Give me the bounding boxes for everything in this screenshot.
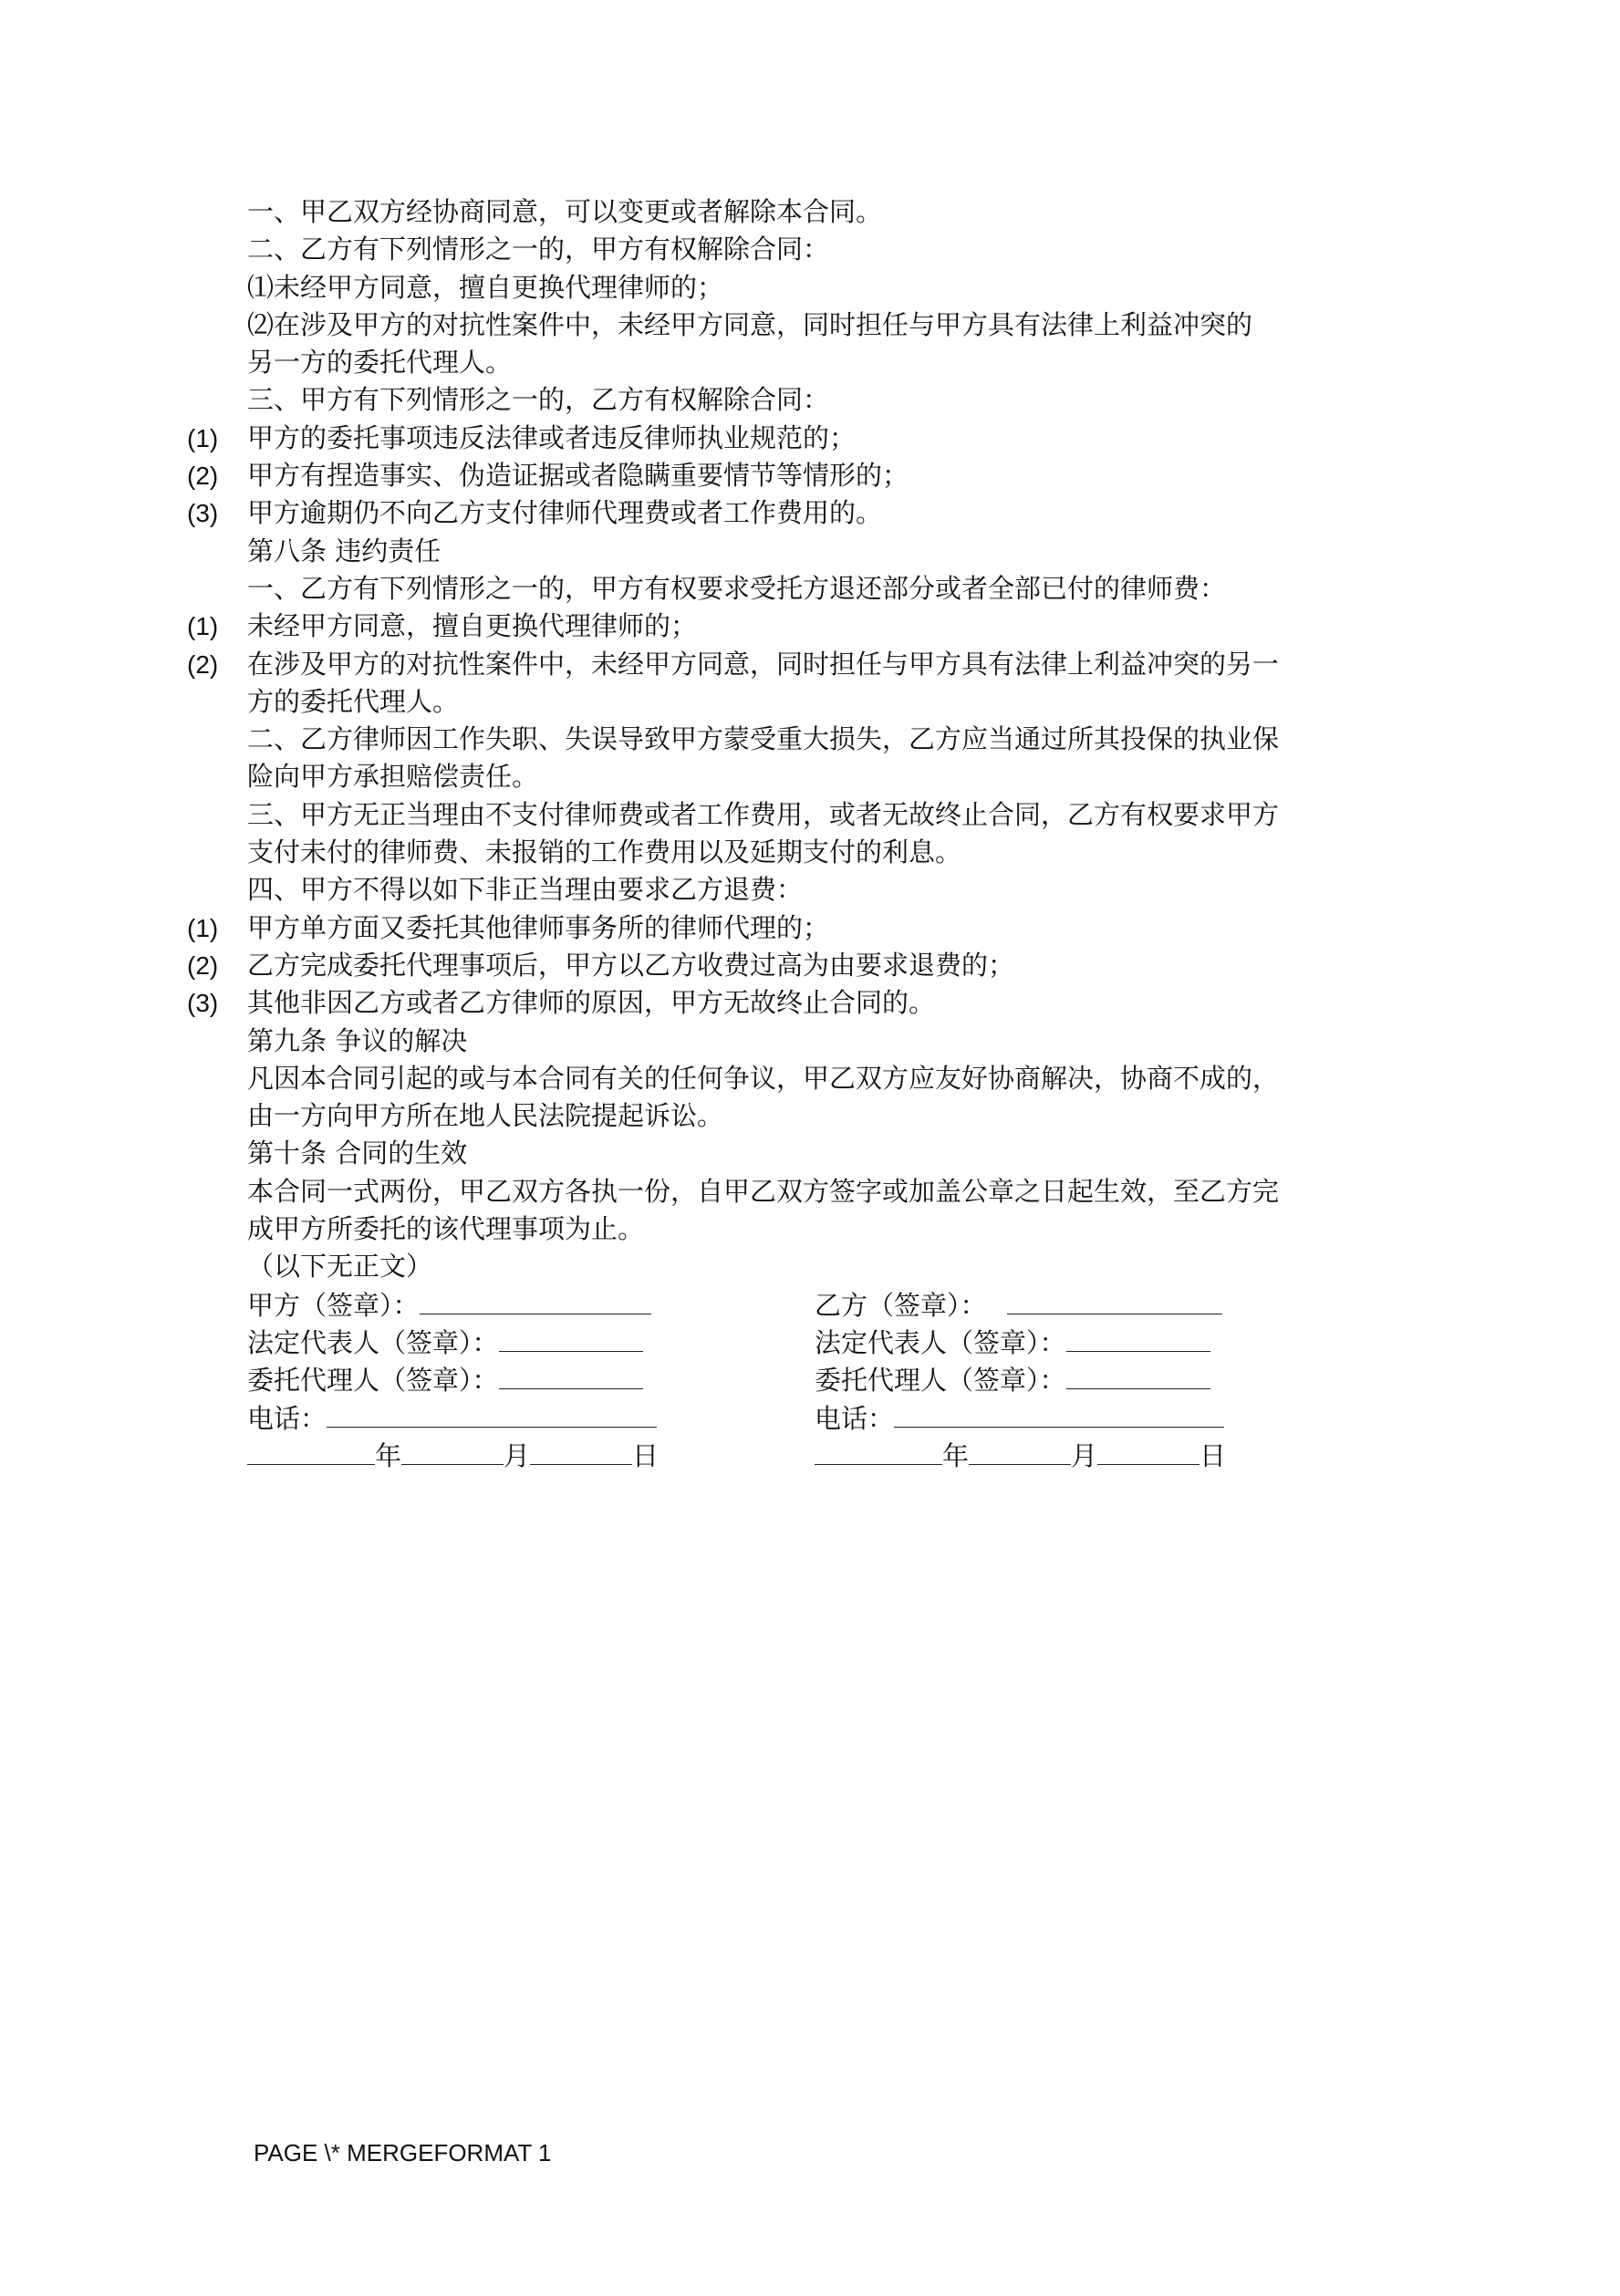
- clause-line: [187, 1097, 1391, 1135]
- clause-text: 三、甲方有下列情形之一的，乙方有权解除合同：: [247, 384, 830, 416]
- clause-text: 甲方逾期仍不向乙方支付律师代理费或者工作费用的。: [247, 497, 883, 529]
- party-a-month-blank[interactable]: [401, 1437, 504, 1465]
- party-a-phone-blank[interactable]: [327, 1399, 657, 1428]
- clause-text: 四、甲方不得以如下非正当理由要求乙方退费：: [247, 874, 804, 906]
- clause-line: [187, 381, 1391, 419]
- clause-text: （以下无正文）: [247, 1251, 433, 1283]
- clause-line: [187, 1210, 1391, 1248]
- clause-line: [187, 306, 1391, 344]
- clause-text: 乙方完成委托代理事项后，甲方以乙方收费过高为由要求退费的；: [247, 949, 1015, 981]
- clause-line: [187, 344, 1391, 381]
- signature-row-date: [187, 1437, 1391, 1474]
- contract-clauses: [187, 193, 1391, 1286]
- clause-text: 第十条 合同的生效: [247, 1138, 468, 1169]
- clause-number: (1): [187, 423, 219, 452]
- clause-text: 第八条 违约责任: [247, 535, 441, 566]
- clause-text: 甲方有捏造事实、伪造证据或者隐瞒重要情节等情形的；: [247, 460, 909, 492]
- clause-line: [187, 758, 1391, 795]
- clause-text: 其他非因乙方或者乙方律师的原因，甲方无故终止合同的。: [247, 987, 936, 1019]
- signature-row-agent: [187, 1361, 1391, 1398]
- clause-text: 第九条 争议的解决: [247, 1024, 468, 1056]
- party-b-phone-blank[interactable]: [894, 1399, 1224, 1428]
- party-a-agent-blank[interactable]: [499, 1361, 643, 1389]
- party-b-agent-blank[interactable]: [1066, 1361, 1210, 1389]
- clause-text: 一、甲乙双方经协商同意，可以变更或者解除本合同。: [247, 196, 883, 227]
- signature-row-phone: [187, 1399, 1391, 1437]
- clause-line: [187, 1248, 1391, 1285]
- party-a-legal-rep-blank[interactable]: [499, 1324, 643, 1352]
- signature-row-party: [187, 1286, 1391, 1324]
- clause-text: 在涉及甲方的对抗性案件中，未经甲方同意，同时担任与甲方具有法律上利益冲突的另一: [247, 648, 1280, 680]
- clause-number: (2): [187, 462, 219, 491]
- clause-line: [187, 721, 1391, 758]
- clause-line: [187, 1173, 1391, 1210]
- clause-line: [187, 1060, 1391, 1097]
- numbered-clause-line: [187, 984, 1391, 1022]
- numbered-clause-line: [187, 457, 1391, 494]
- signature-row-legal-rep: [187, 1324, 1391, 1361]
- clause-text: 二、乙方律师因工作失职、失误导致甲方蒙受重大损失，乙方应当通过所其投保的执业保: [247, 723, 1280, 755]
- clause-text: 方的委托代理人。: [247, 685, 460, 717]
- clause-line: [187, 1135, 1391, 1172]
- party-b-day-blank[interactable]: [1097, 1437, 1199, 1465]
- party-b-legal-rep-blank[interactable]: [1066, 1324, 1210, 1352]
- clause-line: [187, 1023, 1391, 1060]
- numbered-clause-line: [187, 947, 1391, 984]
- clause-text: 甲方的委托事项违反法律或者违反律师执业规范的；: [247, 421, 857, 453]
- numbered-clause-line: [187, 646, 1391, 683]
- clause-number: (3): [187, 989, 219, 1018]
- party-a-day-label: 日: [632, 1439, 659, 1471]
- clause-text: 三、甲方无正当理由不支付律师费或者工作费用，或者无故终止合同，乙方有权要求甲方: [247, 798, 1280, 830]
- party-a-signature-blank[interactable]: [420, 1286, 651, 1314]
- clause-text: 由一方向甲方所在地人民法院提起诉讼。: [247, 1100, 724, 1132]
- clause-number: (2): [187, 951, 219, 980]
- party-b-signature-label: 乙方（签章）：: [815, 1289, 987, 1321]
- clause-number: (2): [187, 649, 219, 679]
- party-b-phone-label: 电话：: [815, 1402, 895, 1434]
- party-a-signature-label: 甲方（签章）：: [247, 1289, 420, 1321]
- clause-text: 未经甲方同意，擅自更换代理律师的；: [247, 610, 698, 642]
- clause-line: [187, 193, 1391, 231]
- clause-text: 甲方单方面又委托其他律师事务所的律师代理的；: [247, 911, 830, 943]
- clause-text: 另一方的委托代理人。: [247, 347, 513, 379]
- party-b-month-label: 月: [1071, 1439, 1098, 1471]
- party-b-year-blank[interactable]: [815, 1437, 942, 1465]
- clause-text: 本合同一式两份，甲乙双方各执一份，自甲乙双方签字或加盖公章之日起生效，至乙方完: [247, 1175, 1280, 1207]
- party-b-agent-label: 委托代理人（签章）：: [815, 1365, 1066, 1397]
- party-a-month-label: 月: [504, 1439, 531, 1471]
- clause-line: [187, 683, 1391, 721]
- clause-number: (3): [187, 499, 219, 528]
- clause-number: (1): [187, 913, 219, 942]
- clause-text: 支付未付的律师费、未报销的工作费用以及延期支付的利息。: [247, 836, 962, 868]
- numbered-clause-line: [187, 420, 1391, 457]
- clause-text: 一、乙方有下列情形之一的，甲方有权要求受托方退还部分或者全部已付的律师费：: [247, 572, 1227, 604]
- party-b-signature-blank[interactable]: [1007, 1286, 1222, 1314]
- party-b-day-label: 日: [1199, 1439, 1227, 1471]
- clause-text: 二、乙方有下列情形之一的，甲方有权解除合同：: [247, 234, 830, 265]
- clause-line: [187, 796, 1391, 834]
- numbered-clause-line: [187, 494, 1391, 532]
- clause-line: [187, 269, 1391, 306]
- contract-body: [187, 193, 1391, 1474]
- clause-text: ⑵在涉及甲方的对抗性案件中，未经甲方同意，同时担任与甲方具有法律上利益冲突的: [247, 308, 1253, 340]
- party-a-agent-label: 委托代理人（签章）：: [247, 1365, 499, 1397]
- party-b-year-label: 年: [942, 1439, 970, 1471]
- clause-number: (1): [187, 612, 219, 641]
- party-b-legal-rep-label: 法定代表人（签章）：: [815, 1326, 1066, 1358]
- clause-line: [187, 570, 1391, 608]
- clause-text: 险向甲方承担赔偿责任。: [247, 761, 539, 793]
- clause-text: 凡因本合同引起的或与本合同有关的任何争议，甲乙双方应友好协商解决，协商不成的，: [247, 1062, 1280, 1094]
- party-a-phone-label: 电话：: [247, 1402, 327, 1434]
- numbered-clause-line: [187, 909, 1391, 947]
- page-footer-field-code: PAGE \* MERGEFORMAT 1: [254, 2139, 552, 2166]
- party-a-legal-rep-label: 法定代表人（签章）：: [247, 1326, 499, 1358]
- numbered-clause-line: [187, 608, 1391, 645]
- clause-line: [187, 231, 1391, 268]
- party-a-year-label: 年: [375, 1439, 402, 1471]
- clause-text: 成甲方所委托的该代理事项为止。: [247, 1213, 645, 1245]
- party-a-day-blank[interactable]: [530, 1437, 632, 1465]
- clause-text: ⑴未经甲方同意，擅自更换代理律师的；: [247, 271, 724, 303]
- clause-line: [187, 871, 1391, 909]
- party-a-year-blank[interactable]: [247, 1437, 375, 1465]
- clause-line: [187, 533, 1391, 570]
- clause-line: [187, 834, 1391, 871]
- party-b-month-blank[interactable]: [969, 1437, 1071, 1465]
